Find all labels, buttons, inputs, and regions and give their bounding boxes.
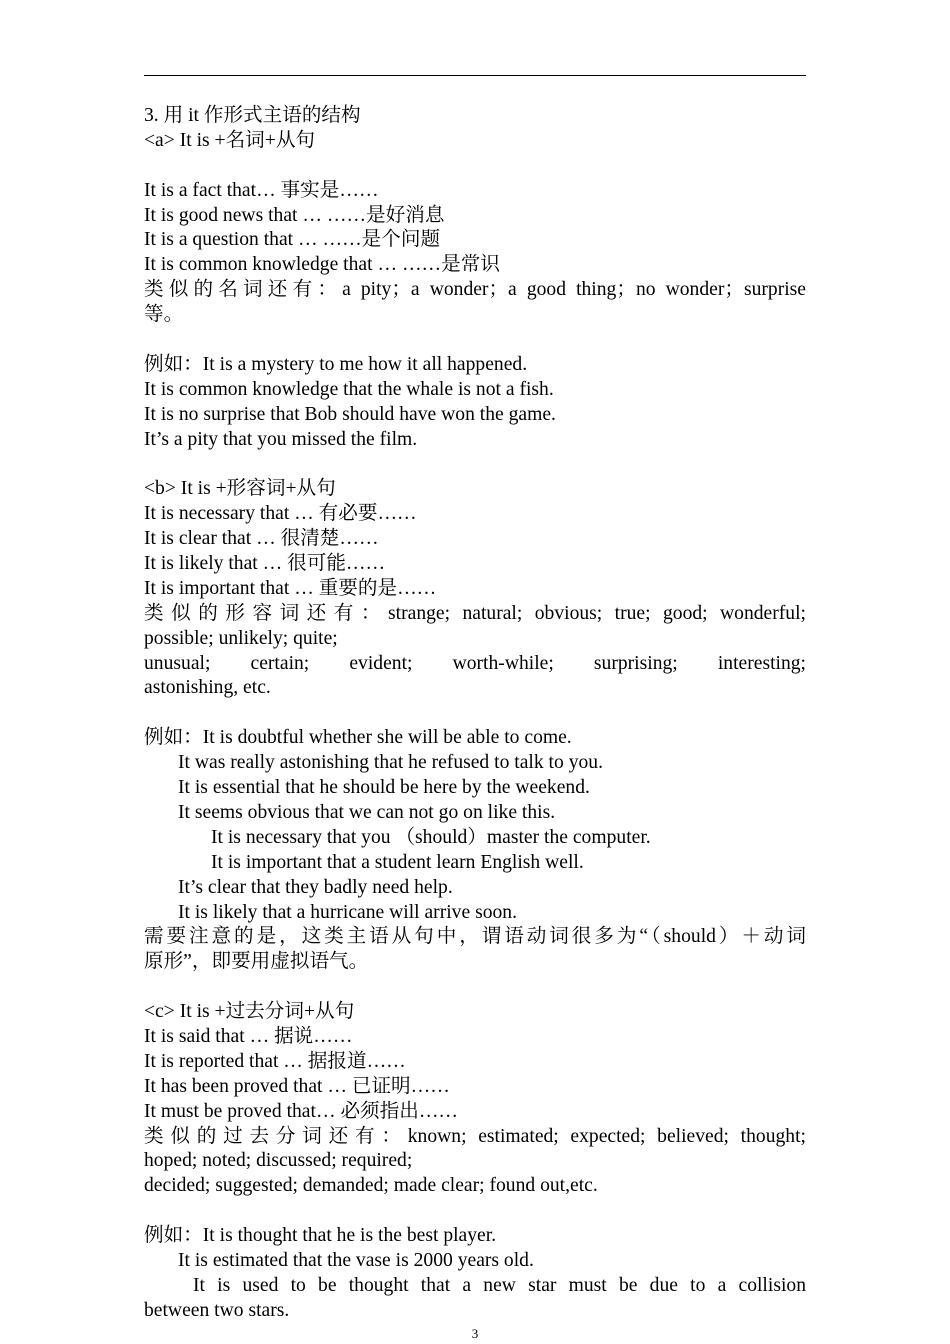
spacer [144, 975, 806, 1000]
pattern-line: It is good news that … ……是好消息 [144, 204, 445, 226]
example-line: It is no surprise that Bob should have won the game. [144, 403, 556, 425]
header-rule [144, 75, 806, 76]
pattern-line: It is a question that … ……是个问题 [144, 229, 441, 251]
example-line: It was really astonishing that he refused to talk to you. [178, 752, 603, 774]
example-line: 例如：It is thought that he is the best player. [144, 1225, 497, 1247]
similar-nouns-line: 等。 [144, 304, 184, 326]
section-heading: 3. 用 it 作形式主语的结构 [144, 105, 361, 126]
example-line: 例如：It is a mystery to me how it all happened. [144, 353, 528, 375]
similar-adjectives-line: 类似的形容词还有：strange; natural; obvious; true; good; wonderful; [144, 602, 806, 624]
example-line: It’s clear that they badly need help. [178, 876, 453, 898]
spacer [144, 452, 806, 477]
example-line: It seems obvious that we can not go on like this. [178, 801, 556, 823]
section-b-title: <b> It is +形容词+从句 [144, 478, 336, 500]
spacer [144, 701, 806, 726]
pattern-line: It is reported that … 据报道…… [144, 1050, 406, 1072]
pattern-line: It is said that … 据说…… [144, 1025, 353, 1047]
page-body [144, 104, 806, 1324]
pattern-line: It is clear that … 很清楚…… [144, 528, 379, 550]
example-line: It’s a pity that you missed the film. [144, 428, 418, 450]
section-a-title: <a> It is +名词+从句 [144, 129, 316, 151]
pattern-line: It is a fact that… 事实是…… [144, 179, 379, 201]
note-line: 需要注意的是，这类主语从句中，谓语动词很多为“（should）＋动词 [144, 926, 806, 948]
spacer [144, 154, 806, 179]
example-line: between two stars. [144, 1299, 290, 1321]
similar-adjectives-line: astonishing, etc. [144, 677, 271, 699]
example-line: It is essential that he should be here by the weekend. [178, 777, 590, 799]
example-line: It is necessary that you （should）master the computer. [211, 826, 651, 848]
example-line: It is used to be thought that a new star must be due to a collision [193, 1274, 806, 1296]
spacer [144, 1199, 806, 1224]
similar-participles-line: 类似的过去分词还有：known; estimated; expected; believed; thought; [144, 1125, 806, 1147]
similar-participles-line: hoped; noted; discussed; required; [144, 1150, 413, 1172]
similar-adjectives-line: unusual; certain; evident; worth-while; surprising; interesting; [144, 652, 806, 674]
pattern-line: It has been proved that … 已证明…… [144, 1075, 450, 1097]
page-number: 3 [471, 1326, 479, 1341]
note-line: 原形”，即要用虚拟语气。 [144, 951, 369, 973]
similar-participles-line: decided; suggested; demanded; made clear; found out,etc. [144, 1175, 598, 1197]
example-line: It is important that a student learn English well. [211, 851, 584, 873]
pattern-line: It is likely that … 很可能…… [144, 553, 386, 575]
pattern-line: It is important that … 重要的是…… [144, 577, 437, 599]
similar-adjectives-line: possible; unlikely; quite; [144, 627, 338, 649]
pattern-line: It is necessary that … 有必要…… [144, 503, 417, 525]
example-line: 例如：It is doubtful whether she will be able to come. [144, 727, 572, 749]
pattern-line: It is common knowledge that … ……是常识 [144, 254, 500, 276]
pattern-line: It must be proved that… 必须指出…… [144, 1100, 459, 1122]
spacer [144, 328, 806, 353]
example-line: It is likely that a hurricane will arrive soon. [178, 901, 517, 923]
example-line: It is estimated that the vase is 2000 years old. [178, 1249, 534, 1271]
example-line: It is common knowledge that the whale is not a fish. [144, 378, 554, 400]
section-c-title: <c> It is +过去分词+从句 [144, 1001, 355, 1023]
similar-nouns-line: 类似的名词还有：a pity；a wonder；a good thing；no wonder；surprise [144, 279, 806, 301]
